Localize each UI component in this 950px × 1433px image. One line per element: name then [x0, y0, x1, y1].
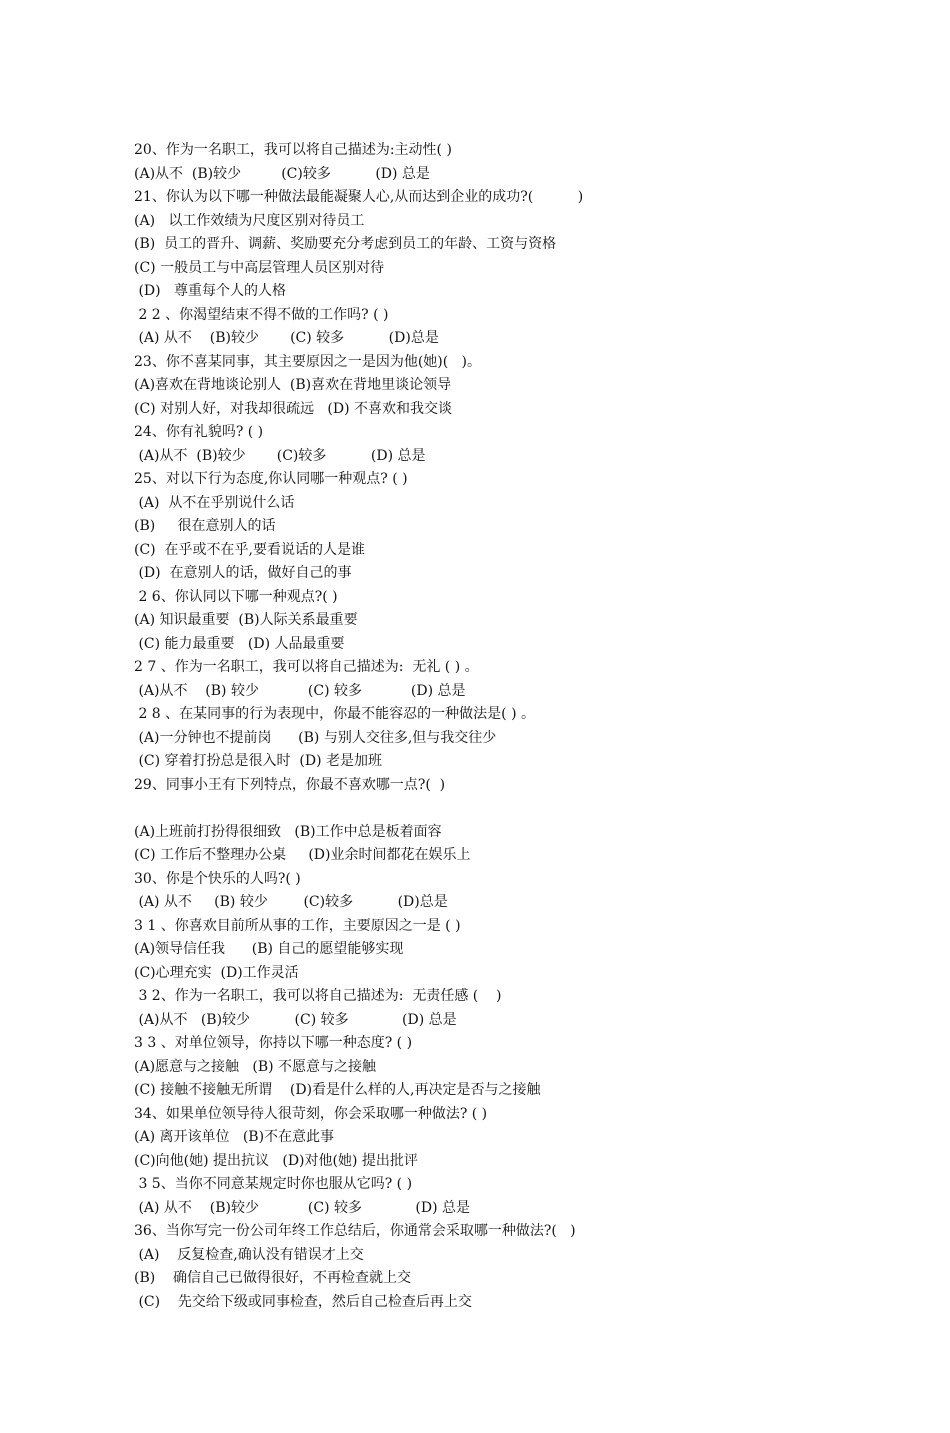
- q35-question: 3 5、当你不同意某规定时你也服从它吗? ( ): [134, 1176, 413, 1192]
- q25-option-d: (D) 在意别人的话，做好自己的事: [134, 565, 352, 581]
- q25-question: 25、对以下行为态度,你认同哪一种观点? ( ): [134, 471, 408, 487]
- q21-option-a: (A) 以工作效绩为尺度区别对待员工: [134, 212, 365, 229]
- q30-options: (A) 从不 (B) 较少 (C)较多 (D)总是: [134, 894, 448, 910]
- q33-options-cd: (C) 接触不接触无所谓 (D)看是什么样的人,再决定是否与之接触: [134, 1082, 541, 1098]
- q34-question: 34、如果单位领导待人很苛刻，你会采取哪一种做法? ( ): [134, 1105, 488, 1122]
- q21-option-c: (C) 一般员工与中高层管理人员区别对待: [134, 259, 385, 276]
- q22-options: (A) 从不 (B)较少 (C) 较多 (D)总是: [134, 330, 439, 346]
- q25-option-a: (A) 从不在乎别说什么话: [134, 494, 295, 511]
- q36-question: 36、当你写完一份公司年终工作总结后，你通常会采取哪一种做法?( ): [134, 1223, 576, 1239]
- q32-options: (A)从不 (B)较少 (C) 较多 (D) 总是: [134, 1011, 457, 1028]
- q21-option-b: (B) 员工的晋升、调薪、奖励要充分考虑到员工的年龄、工资与资格: [134, 236, 557, 252]
- q26-question: 2 6、你认同以下哪一种观点?( ): [134, 588, 338, 605]
- q30-question: 30、你是个快乐的人吗?( ): [134, 870, 301, 887]
- q26-options-ab: (A) 知识最重要 (B)人际关系最重要: [134, 612, 358, 628]
- q23-options-cd: (C) 对别人好，对我却很疏远 (D) 不喜欢和我交谈: [134, 400, 453, 417]
- q29-question: 29、同事小王有下列特点，你最不喜欢哪一点?( ): [134, 776, 446, 793]
- q23-question: 23、你不喜某同事，其主要原因之一是因为他(她)( )。: [134, 353, 482, 370]
- q27-question: 2 7 、作为一名职工，我可以将自己描述为: 无礼 ( ) 。: [134, 659, 479, 675]
- q31-options-ab: (A)领导信任我 (B) 自己的愿望能够实现: [134, 941, 404, 957]
- q24-question: 24、你有礼貌吗? ( ): [134, 424, 264, 440]
- blank-line: [134, 797, 924, 821]
- q29-options-ab: (A)上班前打扮得很细致 (B)工作中总是板着面容: [134, 823, 442, 840]
- q34-options-cd: (C)向他(她) 提出抗议 (D)对他(她) 提出批评: [134, 1152, 418, 1169]
- q35-options: (A) 从不 (B)较少 (C) 较多 (D) 总是: [134, 1199, 470, 1216]
- q29-options-cd: (C) 工作后不整理办公桌 (D)业余时间都花在娱乐上: [134, 847, 471, 863]
- q31-question: 3 1 、你喜欢目前所从事的工作，主要原因之一是 ( ): [134, 917, 461, 934]
- q36-option-a: (A) 反复检查,确认没有错误才上交: [134, 1246, 364, 1263]
- q36-option-c: (C) 先交给下级或同事检查，然后自己检查后再上交: [134, 1293, 472, 1310]
- q20-question: 20、作为一名职工，我可以将自己描述为:主动性( ): [134, 142, 452, 158]
- q32-question: 3 2、作为一名职工，我可以将自己描述为: 无责任感 ( ): [134, 988, 502, 1004]
- q22-question: 2 2 、你渴望结束不得不做的工作吗? ( ): [134, 306, 389, 323]
- questionnaire-page: [134, 139, 924, 1314]
- q28-question: 2 8 、在某同事的行为表现中，你最不能容忍的一种做法是( ) 。: [134, 706, 535, 722]
- q27-options: (A)从不 (B) 较少 (C) 较多 (D) 总是: [134, 682, 466, 699]
- q26-options-cd: (C) 能力最重要 (D) 人品最重要: [134, 635, 345, 652]
- q25-option-c: (C) 在乎或不在乎,要看说话的人是谁: [134, 541, 365, 558]
- q31-options-cd: (C)心理充实 (D)工作灵活: [134, 964, 299, 981]
- q28-options-ab: (A)一分钟也不提前岗 (B) 与别人交往多,但与我交往少: [134, 729, 497, 746]
- q25-option-b: (B) 很在意别人的话: [134, 518, 276, 534]
- q33-question: 3 3 、对单位领导，你持以下哪一种态度? ( ): [134, 1035, 413, 1051]
- q34-options-ab: (A) 离开该单位 (B)不在意此事: [134, 1129, 335, 1145]
- q23-options-ab: (A)喜欢在背地谈论别人 (B)喜欢在背地里谈论领导: [134, 377, 452, 393]
- q28-options-cd: (C) 穿着打扮总是很入时 (D) 老是加班: [134, 753, 383, 769]
- q24-options: (A)从不 (B)较少 (C)较多 (D) 总是: [134, 447, 426, 464]
- q36-option-b: (B) 确信自己已做得很好，不再检查就上交: [134, 1270, 412, 1286]
- q20-options: (A)从不 (B)较少 (C)较多 (D) 总是: [134, 165, 430, 182]
- q21-question: 21、你认为以下哪一种做法最能凝聚人心,从而达到企业的成功?( ): [134, 189, 584, 205]
- q33-options-ab: (A)愿意与之接触 (B) 不愿意与之接触: [134, 1058, 377, 1075]
- q21-option-d: (D) 尊重每个人的人格: [134, 283, 286, 299]
